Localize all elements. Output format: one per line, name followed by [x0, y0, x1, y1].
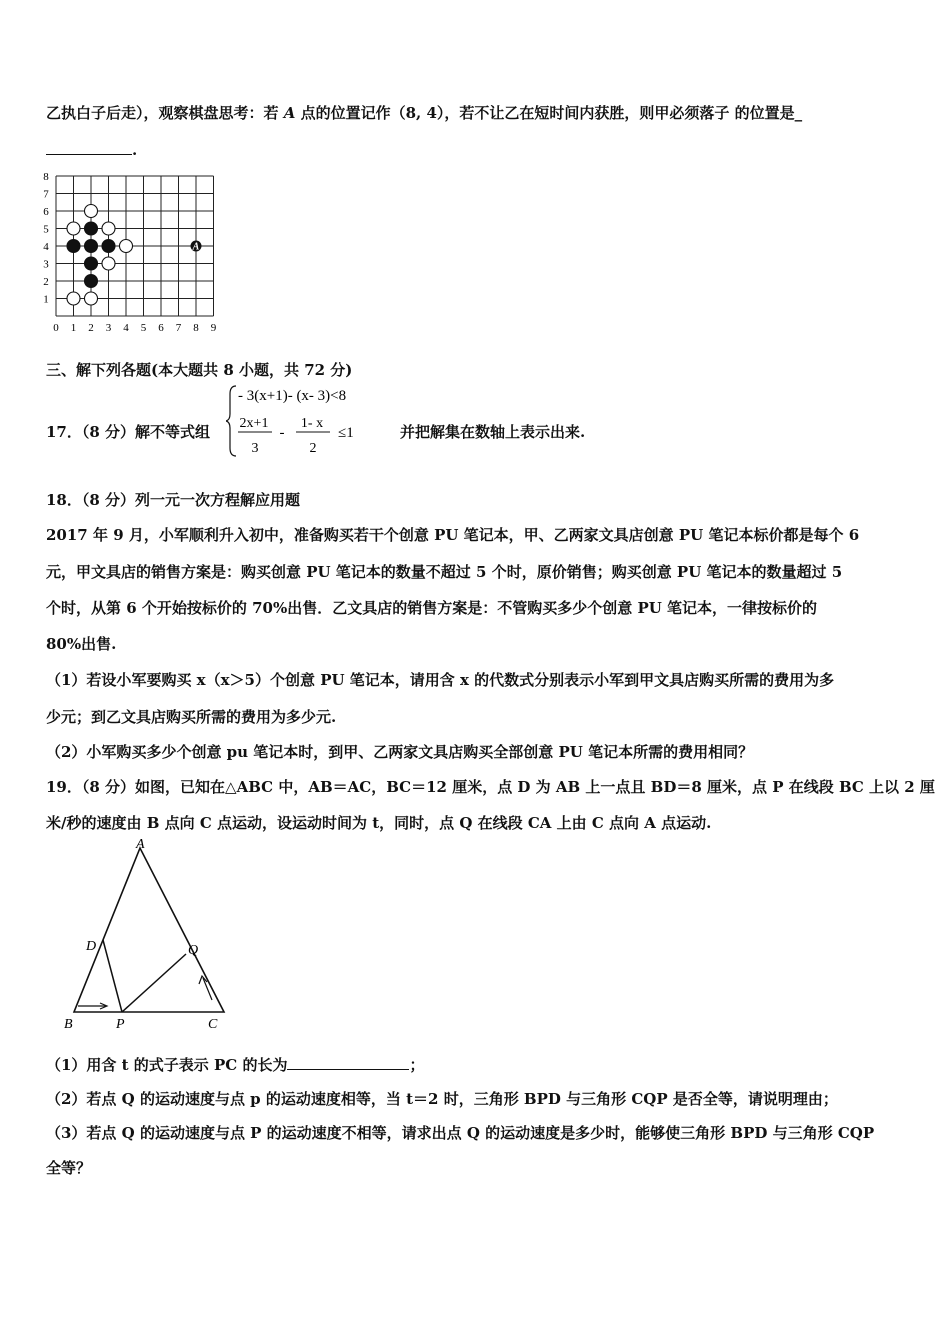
board-x-tick: 3	[105, 322, 112, 334]
q19-subquestion-3-line-1: （3）若点 Q 的运动速度与点 P 的运动速度不相等，请求出点 Q 的运动速度是多少时，能够使三角形 BPD 与三角形 CQP	[46, 1124, 875, 1142]
q18-subquestion-1-line-1: （1）若设小军要购买 x（x＞5）个创意 PU 笔记本，请用含 x 的代数式分别表示小军到甲文具店购买所需的费用为多	[46, 671, 835, 689]
go-board-figure	[36, 168, 246, 338]
black-stone	[85, 257, 98, 270]
white-stone	[102, 257, 115, 270]
label-q: Q	[188, 943, 199, 958]
board-y-tick: 5	[43, 223, 49, 236]
q19-subquestion-1	[46, 1055, 425, 1075]
white-stone	[67, 292, 80, 305]
label-b: B	[64, 1017, 73, 1032]
q18-title: 18．（8 分）列一元一次方程解应用题	[46, 491, 301, 509]
board-y-tick: 8	[43, 171, 49, 183]
board-marker-a: A	[192, 241, 200, 253]
black-stone	[85, 222, 98, 235]
black-stone	[85, 240, 98, 253]
q17-frac2-numerator: 1- x	[300, 416, 324, 431]
board-x-tick: 4	[123, 322, 129, 334]
board-x-tick: 7	[175, 322, 182, 334]
board-stones	[67, 205, 202, 306]
board-y-tick: 2	[43, 276, 49, 288]
q19-subquestion-1-text: （1）用含 t 的式子表示 PC 的长为	[46, 1056, 288, 1074]
q19-subquestion-3-line-2: 全等？	[46, 1159, 92, 1177]
q17-less-equal: ≤1	[338, 425, 354, 441]
q17-frac1-numerator: 2x+1	[239, 416, 269, 431]
white-stone	[85, 205, 98, 218]
q18-paragraph-line-4: 80%出售.	[46, 635, 117, 653]
board-y-tick: 7	[43, 188, 49, 201]
q16-line-1-b: 点的位置记作（8, 4），若不让乙在短时间内获胜，则甲必须落子 的位置是_	[295, 104, 803, 122]
q19-subquestion-2: （2）若点 Q 的运动速度与点 p 的运动速度相等，当 t＝2 时，三角形 BPD 与三角形 CQP 是否全等，请说明理由；	[46, 1090, 838, 1108]
board-tick-labels	[43, 171, 217, 334]
board-y-tick: 4	[43, 241, 49, 253]
black-stone	[85, 275, 98, 288]
q17-prefix: 17．（8 分）解不等式组	[46, 423, 211, 441]
board-x-tick: 2	[88, 322, 94, 334]
board-x-tick: 8	[193, 322, 199, 334]
q18-paragraph-line-1: 2017 年 9 月，小军顺利升入初中，准备购买若干个创意 PU 笔记本，甲、乙两家文具店创意 PU 笔记本标价都是每个 6	[46, 526, 860, 544]
q16-point-a: A	[283, 104, 296, 122]
label-c: C	[208, 1017, 218, 1032]
white-stone	[102, 222, 115, 235]
board-y-tick: 3	[43, 258, 49, 271]
q18-subquestion-2: （2）小军购买多少个创意 pu 笔记本时，到甲、乙两家文具店购买全部创意 PU 笔记本所需的费用相同？	[46, 743, 754, 761]
q17-frac1-denominator: 3	[251, 441, 259, 456]
triangle-figure	[60, 838, 240, 1034]
q17-inequality-system	[226, 380, 396, 462]
q17-minus-sign: -	[279, 425, 285, 441]
label-p: P	[116, 1017, 125, 1032]
q17-suffix: 并把解集在数轴上表示出来.	[400, 423, 586, 441]
board-y-tick: 6	[43, 206, 49, 218]
q19-line-1: 19．（8 分）如图，已知在△ABC 中，AB＝AC，BC＝12 厘米，点 D 为 AB 上一点且 BD＝8 厘米，点 P 在线段 BC 上以 2 厘	[46, 778, 935, 796]
white-stone	[85, 292, 98, 305]
q17-frac2-denominator: 2	[309, 441, 317, 456]
q16-line-2	[46, 140, 137, 160]
board-x-tick: 6	[158, 322, 164, 334]
q18-subquestion-1-line-2: 少元；到乙文具店购买所需的费用为多少元.	[46, 708, 337, 726]
board-x-tick: 9	[210, 322, 217, 334]
q17-inequality-1: - 3(x+1)- (x- 3)<8	[238, 388, 347, 404]
white-stone	[67, 222, 80, 235]
board-x-tick: 1	[70, 322, 77, 334]
white-stone	[120, 240, 133, 253]
q18-paragraph-line-2: 元，甲文具店的销售方案是：购买创意 PU 笔记本的数量不超过 5 个时，原价销售；购买创意 PU 笔记本的数量超过 5	[46, 563, 843, 581]
q19-subquestion-1-end: ；	[409, 1056, 425, 1074]
segment-dp	[103, 940, 122, 1012]
q16-line-1-a: 乙执白子后走），观察棋盘思考：若	[46, 104, 284, 122]
section-3-title: 三、解下列各题(本大题共 8 小题，共 72 分)	[46, 361, 353, 379]
q19-line-2: 米/秒的速度由 B 点向 C 点运动，设运动时间为 t，同时，点 Q 在线段 CA 上由 C 点向 A 点运动.	[46, 814, 712, 832]
q18-paragraph-line-3: 个时，从第 6 个开始按标价的 70%出售．乙文具店的销售方案是：不管购买多少个创意 PU 笔记本，一律按标价的	[46, 599, 818, 617]
label-a: A	[136, 838, 145, 852]
board-y-tick: 1	[43, 293, 49, 306]
board-x-tick: 0	[53, 322, 59, 334]
board-x-tick: 5	[140, 322, 147, 334]
segment-pq	[122, 954, 186, 1012]
black-stone	[67, 240, 80, 253]
q16-answer-blank	[46, 140, 132, 155]
q19-answer-blank	[287, 1055, 409, 1070]
q16-line-2-end: .	[132, 141, 138, 159]
system-brace	[226, 386, 236, 456]
label-d: D	[86, 939, 97, 954]
q16-line-1	[46, 103, 802, 123]
black-stone	[102, 240, 115, 253]
